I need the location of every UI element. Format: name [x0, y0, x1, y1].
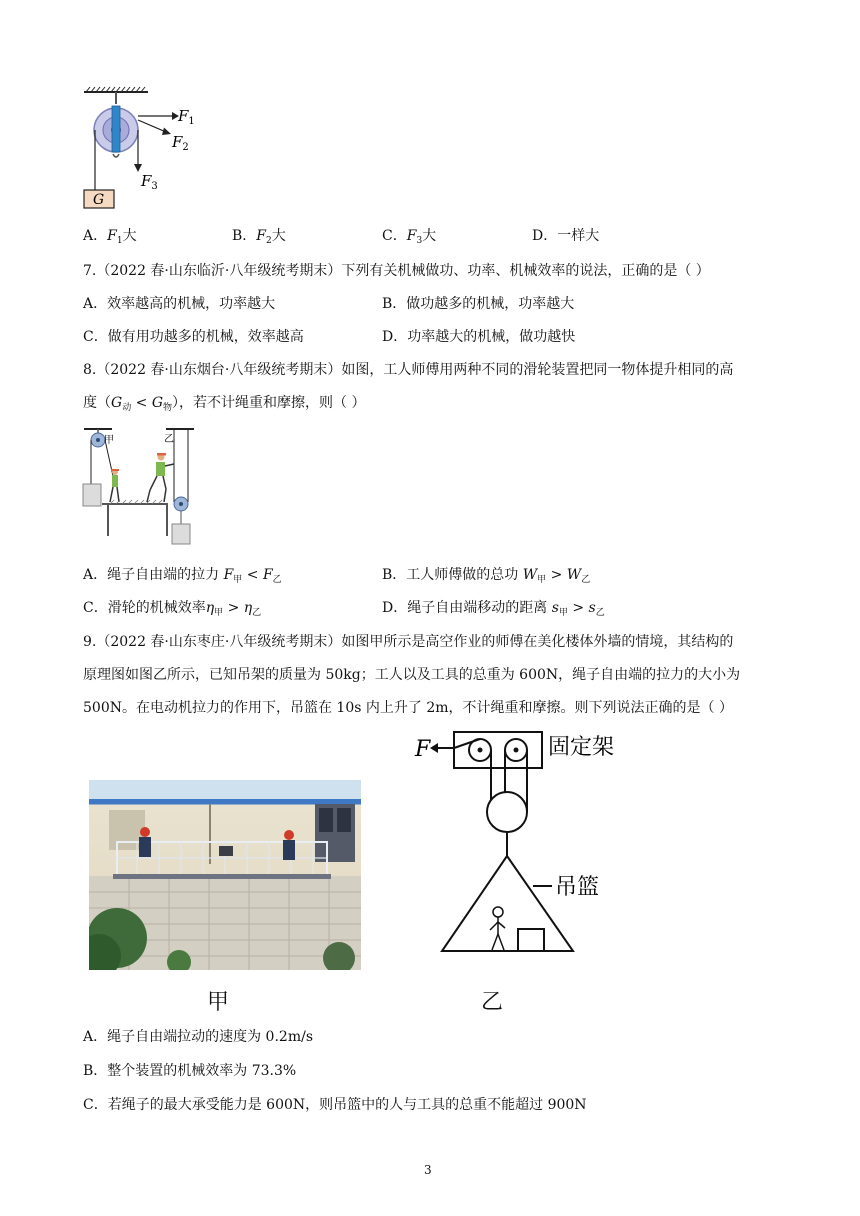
q7-stem: 7.（2022 春·山东临沂·八年级统考期末）下列有关机械做功、功率、机械效率的说法，正确的是（ ）: [83, 263, 710, 279]
q8-option-b[interactable]: B．工人师傅做的总功 $W_甲 > W_乙$: [382, 567, 591, 585]
q6-label-f2: $F_2$: [172, 133, 189, 153]
q9-label-fixed: 固定架: [548, 735, 615, 760]
q9-stem-line3: 500N。在电动机拉力的作用下，吊篮在 10s 内上升了 2m，不计绳重和摩擦。则下列说法正确的是（ ）: [83, 700, 733, 716]
q9-label-basket: 吊篮: [555, 875, 600, 900]
q6-pulley-figure: [80, 86, 200, 212]
q9-option-b[interactable]: B．整个装置的机械效率为 73.3%: [83, 1063, 297, 1079]
q7-option-d[interactable]: D．功率越大的机械，做功越快: [382, 329, 576, 345]
q6-label-g: G: [93, 192, 105, 208]
q8-stem-line1: 8.（2022 春·山东烟台·八年级统考期末）如图，工人师傅用两种不同的滑轮装置把同一物体提升相同的高: [83, 362, 734, 378]
page-number: 3: [424, 1163, 432, 1177]
q8-stem-line2: 度$(G_动 < G_物)$，若不计绳重和摩擦，则（ ）: [83, 395, 366, 413]
q9-label-f: F: [415, 737, 431, 762]
q9-diagram-yi: [410, 726, 660, 986]
q9-photo-jia: [89, 780, 361, 970]
q8-option-c[interactable]: C．滑轮的机械效率$\eta_甲 > \eta_乙$: [83, 600, 262, 618]
q9-stem-line2: 原理图如图乙所示，已知吊架的质量为 50kg；工人以及工具的总重为 600N，绳子自由端的拉力的大小为: [83, 667, 741, 683]
q9-stem-line1: 9.（2022 春·山东枣庄·八年级统考期末）如图甲所示是高空作业的师傅在美化楼体外墙的情境，其结构的: [83, 634, 734, 650]
q9-caption-yi: 乙: [481, 990, 504, 1015]
q9-option-c[interactable]: C．若绳子的最大承受能力是 600N，则吊篮中的人与工具的总重不能超过 900N: [83, 1097, 587, 1113]
q6-label-f1: $F_1$: [178, 107, 195, 127]
q8-label-yi: 乙: [164, 434, 174, 445]
q8-option-d[interactable]: D．绳子自由端移动的距离 $s_甲 > s_乙$: [382, 600, 605, 618]
q7-option-a[interactable]: A．效率越高的机械，功率越大: [83, 296, 276, 312]
q9-option-a[interactable]: A．绳子自由端拉动的速度为 0.2m/s: [83, 1029, 314, 1045]
q6-option-c[interactable]: C．$F_3$大: [382, 228, 437, 246]
q6-label-f3: $F_3$: [141, 172, 158, 192]
q8-pulley-figure: [82, 426, 198, 548]
q8-label-jia: 甲: [104, 435, 114, 446]
q7-option-c[interactable]: C．做有用功越多的机械，效率越高: [83, 329, 304, 345]
q6-option-a[interactable]: A．$F_1$大: [83, 228, 137, 246]
q8-option-a[interactable]: A．绳子自由端的拉力 $F_甲 < F_乙$: [83, 567, 282, 585]
q7-option-b[interactable]: B．做功越多的机械，功率越大: [382, 296, 575, 312]
q6-option-d[interactable]: D．一样大: [532, 228, 600, 244]
q9-caption-jia: 甲: [207, 990, 230, 1015]
q6-option-b[interactable]: B．$F_2$大: [232, 228, 286, 246]
